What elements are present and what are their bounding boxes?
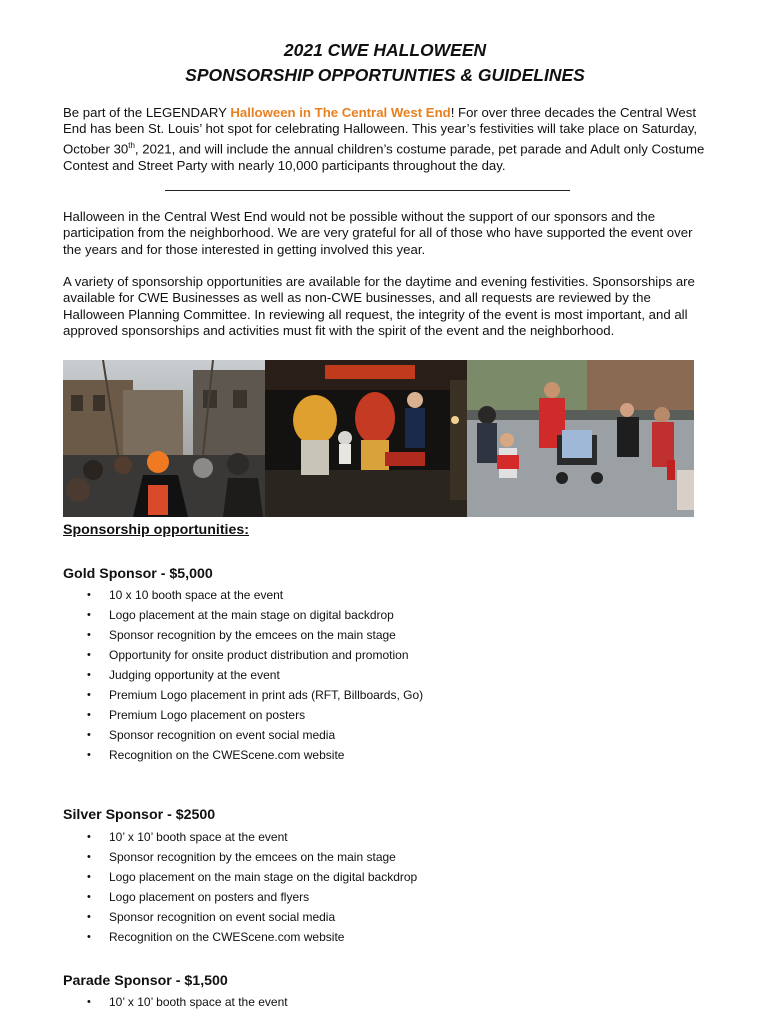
list-item-text: Recognition on the CWEScene.com website [109,748,345,762]
list-item-text: 10’ x 10’ booth space at the event [109,830,288,844]
event-name-highlight: Halloween in The Central West End [230,105,451,120]
list-item [63,745,663,765]
bullet: • [87,709,91,721]
list-item-text: Premium Logo placement in print ads (RFT, Billboards, Go) [109,688,424,702]
bullet: • [87,689,91,701]
list-item-text: Sponsor recognition on event social media [109,910,336,924]
parade-strollers-photo [467,360,694,517]
gold-sponsor-heading: Gold Sponsor - $5,000 [63,566,213,582]
opportunities-paragraph: A variety of sponsorship opportunities are available for the daytime and evening festivities. Sponsorships are available for CWE Businesses as well as non-CWE businesses, and all requests are reviewed by the Halloween Planning Committee. In reviewing all request, the integrity of the event is most important, and all approved sponsorships and activities must fit with the spirit of the event and the neighborhood. [63,274,695,339]
bullet: • [87,871,91,883]
bullet: • [87,996,91,1008]
title-line-2: SPONSORSHIP OPPORTUNTIES & GUIDELINES [185,65,585,85]
list-item-text: Sponsor recognition by the emcees on the main stage [109,628,396,642]
list-item-text: Sponsor recognition on event social media [109,728,336,742]
list-item [63,907,663,927]
list-item-text: 10 x 10 booth space at the event [109,588,284,602]
list-item [63,867,663,887]
intro-text-start: Be part of the LEGENDARY [63,105,231,120]
list-item [63,605,663,625]
list-item [63,685,663,705]
stage-mascots-photo [265,360,467,517]
bullet: • [87,749,91,761]
intro-paragraph [63,105,711,174]
list-item [63,827,663,847]
list-item-text: Opportunity for onsite product distribution and promotion [109,648,409,662]
list-item [63,847,663,867]
bullet: • [87,931,91,943]
ordinal-suffix: th [128,140,135,150]
bullet: • [87,649,91,661]
list-item-text: 10’ x 10’ booth space at the event [109,995,288,1009]
opportunities-heading: Sponsorship opportunities: [63,522,250,538]
bullet: • [87,629,91,641]
horizontal-rule [165,190,570,191]
title-line-1: 2021 CWE HALLOWEEN [283,40,487,60]
gold-sponsor-list [63,585,663,765]
bullet: • [87,589,91,601]
parade-sponsor-heading: Parade Sponsor - $1,500 [63,973,228,989]
list-item-text: Logo placement on the main stage on the digital backdrop [109,870,418,884]
list-item [63,725,663,745]
bullet: • [87,609,91,621]
bullet: • [87,911,91,923]
street-crowd-photo [63,360,265,517]
list-item [63,665,663,685]
list-item [63,585,663,605]
list-item [63,705,663,725]
list-item-text: Sponsor recognition by the emcees on the main stage [109,850,396,864]
list-item [63,645,663,665]
list-item [63,625,663,645]
list-item-text: Logo placement at the main stage on digital backdrop [109,608,394,622]
list-item [63,927,663,947]
list-item-text: Judging opportunity at the event [109,668,280,682]
silver-sponsor-list [63,827,663,947]
bullet: • [87,669,91,681]
bullet: • [87,891,91,903]
silver-sponsor-heading: Silver Sponsor - $2500 [63,807,216,823]
list-item [63,992,663,1012]
support-paragraph: Halloween in the Central West End would not be possible without the support of our sponsors and the participation from the neighborhood. We are very grateful for all of those who have supported the event over the years and for those interested in getting involved this year. [63,209,693,257]
list-item [63,887,663,907]
intro-text-end: , 2021, and will include the annual children’s costume parade, pet parade and Adult only Costume Contest and Street Party with nearly 10,000 participants throughout the day. [63,141,705,173]
bullet: • [87,831,91,843]
parade-sponsor-list [63,992,663,1012]
photo-strip [63,360,694,517]
intro-text-middle: ! For over three decades the Central West End has been St. Louis’ hot spot for celebrating Halloween. This year’s festivities will take place on Saturday, October 30 [63,105,698,157]
list-item-text: Recognition on the CWEScene.com website [109,930,345,944]
bullet: • [87,729,91,741]
list-item-text: Premium Logo placement on posters [109,708,306,722]
bullet: • [87,851,91,863]
list-item-text: Logo placement on posters and flyers [109,890,310,904]
